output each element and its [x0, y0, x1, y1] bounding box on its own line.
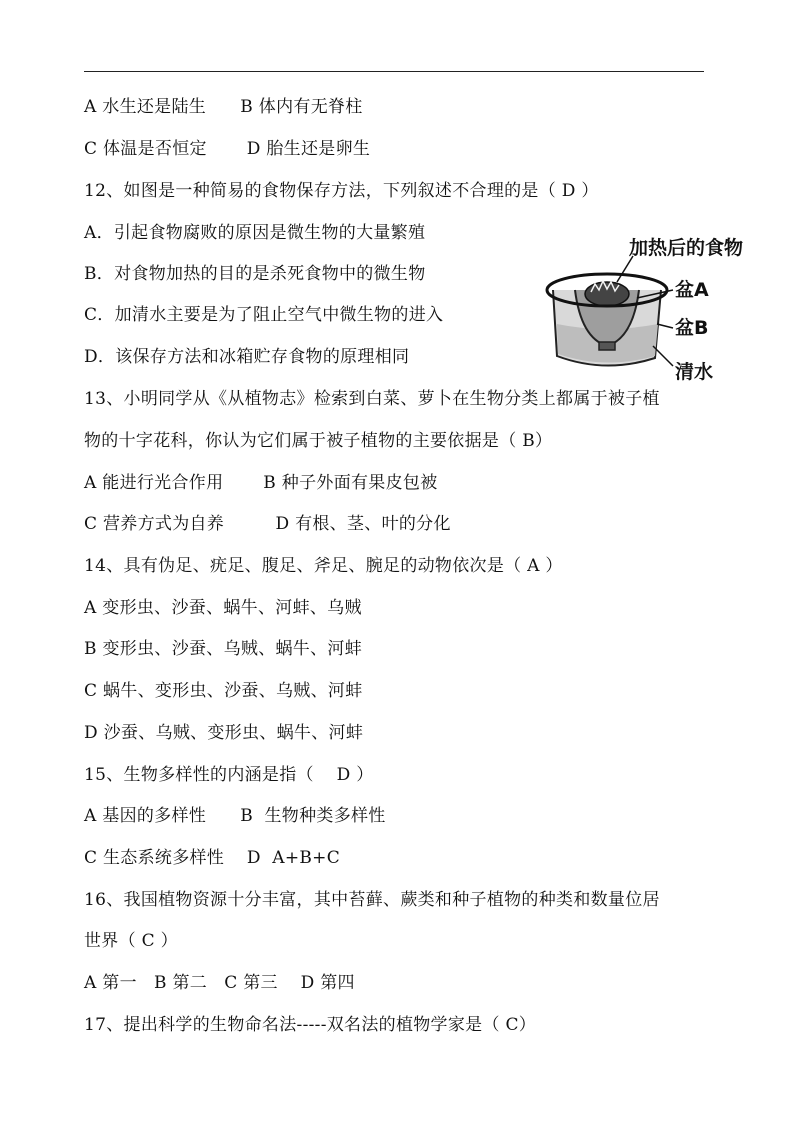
- q13-options-cd: C 营养方式为自养 D 有根、茎、叶的分化: [84, 514, 451, 534]
- q14-option-c: C 蜗牛、变形虫、沙蚕、乌贼、河蚌: [84, 681, 363, 701]
- q14-stem: 14、具有伪足、疣足、腹足、斧足、腕足的动物依次是（ A ）: [84, 556, 563, 576]
- label-basin-b: 盆B: [675, 317, 709, 339]
- label-basin-a: 盆A: [675, 279, 709, 301]
- q12-option-b: B．对食物加热的目的是杀死食物中的微生物: [84, 264, 426, 284]
- q14-option-d: D 沙蚕、乌贼、变形虫、蜗牛、河蚌: [84, 723, 364, 743]
- label-water: 清水: [675, 361, 714, 383]
- q15-options-cd: C 生态系统多样性 D A+B+C: [84, 848, 341, 868]
- header-rule: [84, 71, 704, 72]
- q12-option-a: A．引起食物腐败的原因是微生物的大量繁殖: [84, 223, 426, 243]
- food-preservation-diagram: [545, 228, 744, 394]
- q12-option-c: C．加清水主要是为了阻止空气中微生物的进入: [84, 305, 444, 325]
- q16-stem-line2: 世界（ C ）: [84, 931, 178, 951]
- q13-stem-line1: 13、小明同学从《从植物志》检索到白菜、萝卜在生物分类上都属于被子植: [84, 389, 660, 409]
- q12-stem: 12、如图是一种简易的食物保存方法，下列叙述不合理的是（ D ）: [84, 181, 599, 201]
- q17-stem: 17、提出科学的生物命名法-----双名法的植物学家是（ C）: [84, 1015, 537, 1035]
- q14-option-b: B 变形虫、沙蚕、乌贼、蜗牛、河蚌: [84, 639, 362, 659]
- q15-stem: 15、生物多样性的内涵是指（ D ）: [84, 765, 374, 785]
- q16-options: A 第一 B 第二 C 第三 D 第四: [84, 973, 355, 993]
- q14-option-a: A 变形虫、沙蚕、蜗牛、河蚌、乌贼: [84, 598, 362, 618]
- q11-options-cd: C 体温是否恒定 D 胎生还是卵生: [84, 139, 371, 159]
- q13-stem-line2: 物的十字花科，你认为它们属于被子植物的主要依据是（ B）: [84, 431, 553, 451]
- q16-stem-line1: 16、我国植物资源十分丰富，其中苔藓、蕨类和种子植物的种类和数量位居: [84, 890, 660, 910]
- q11-options-ab: A 水生还是陆生 B 体内有无脊柱: [84, 97, 363, 117]
- q12-option-d: D．该保存方法和冰箱贮存食物的原理相同: [84, 347, 410, 367]
- q13-options-ab: A 能进行光合作用 B 种子外面有果皮包被: [84, 473, 438, 493]
- label-heated-food: 加热后的食物: [629, 237, 744, 259]
- q15-options-ab: A 基因的多样性 B 生物种类多样性: [84, 806, 386, 826]
